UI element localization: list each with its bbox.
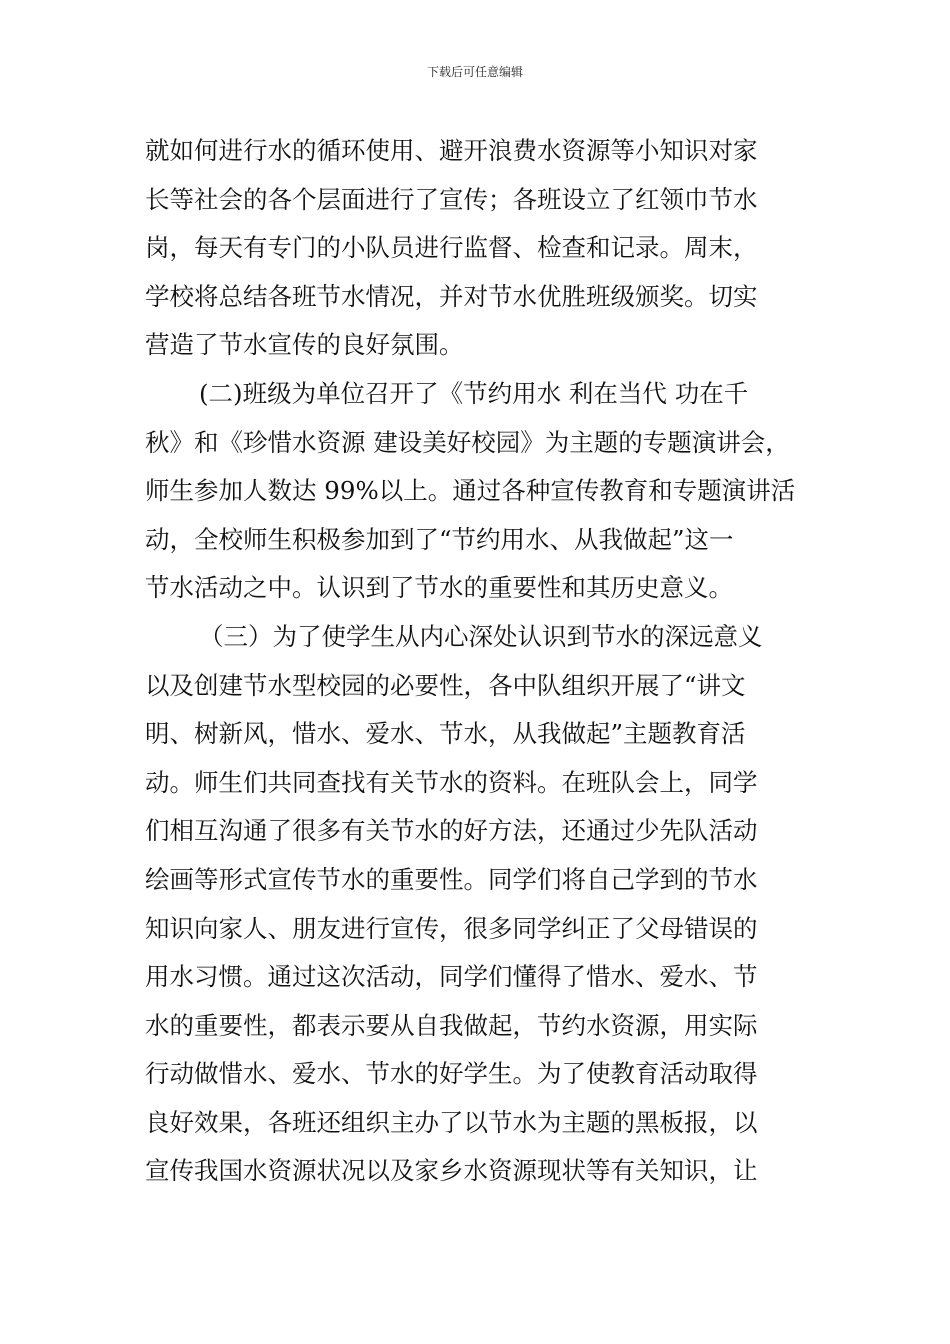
text-line: 知识向家人、朋友进行宣传，很多同学纠正了父母错误的 — [145, 913, 758, 943]
text-line: 宣传我国水资源状况以及家乡水资源现状等有关知识，让 — [145, 1156, 758, 1186]
text-line: 们相互沟通了很多有关节水的好方法，还通过少先队活动 — [145, 816, 758, 846]
text-line: 水的重要性，都表示要从自我做起，节约水资源，用实际 — [145, 1010, 758, 1040]
text-line: 行动做惜水、爱水、节水的好学生。为了使教育活动取得 — [145, 1059, 758, 1089]
text-line: 用水习惯。通过这次活动，同学们懂得了惜水、爱水、节 — [145, 962, 758, 992]
page-header: 下载后可任意编辑 — [426, 65, 523, 79]
text-line: (二)班级为单位召开了《节约用水 利在当代 功在千 — [199, 378, 749, 408]
text-line: 节水活动之中。认识到了节水的重要性和其历史意义。 — [145, 573, 733, 603]
text-line: 师生参加人数达 99%以上。通过各种宣传教育和专题演讲活 — [145, 476, 796, 506]
text-line: 以及创建节水型校园的必要性，各中队组织开展了“讲文 — [145, 670, 746, 700]
text-line: 动。师生们共同查找有关节水的资料。在班队会上，同学 — [145, 767, 758, 797]
text-line: 长等社会的各个层面进行了宣传；各班设立了红领巾节水 — [145, 184, 758, 214]
text-line: 学校将总结各班节水情况，并对节水优胜班级颁奖。切实 — [145, 281, 758, 311]
text-line: 秋》和《珍惜水资源 建设美好校园》为主题的专题演讲会， — [145, 427, 790, 457]
text-line: 动，全校师生积极参加到了“节约用水、从我做起”这一 — [145, 524, 734, 554]
text-line: 绘画等形式宣传节水的重要性。同学们将自己学到的节水 — [145, 864, 758, 894]
document-body — [145, 127, 815, 1196]
text-line: 明、树新风，惜水、爱水、节水，从我做起”主题教育活 — [145, 719, 746, 749]
text-line: 就如何进行水的循环使用、避开浪费水资源等小知识对家 — [145, 136, 758, 165]
text-line: 岗，每天有专门的小队员进行监督、检查和记录。周末， — [145, 233, 758, 263]
text-line: 良好效果，各班还组织主办了以节水为主题的黑板报，以 — [145, 1107, 758, 1137]
text-line: （三）为了使学生从内心深处认识到节水的深远意义 — [199, 621, 763, 651]
text-line: 营造了节水宣传的良好氛围。 — [145, 330, 464, 360]
